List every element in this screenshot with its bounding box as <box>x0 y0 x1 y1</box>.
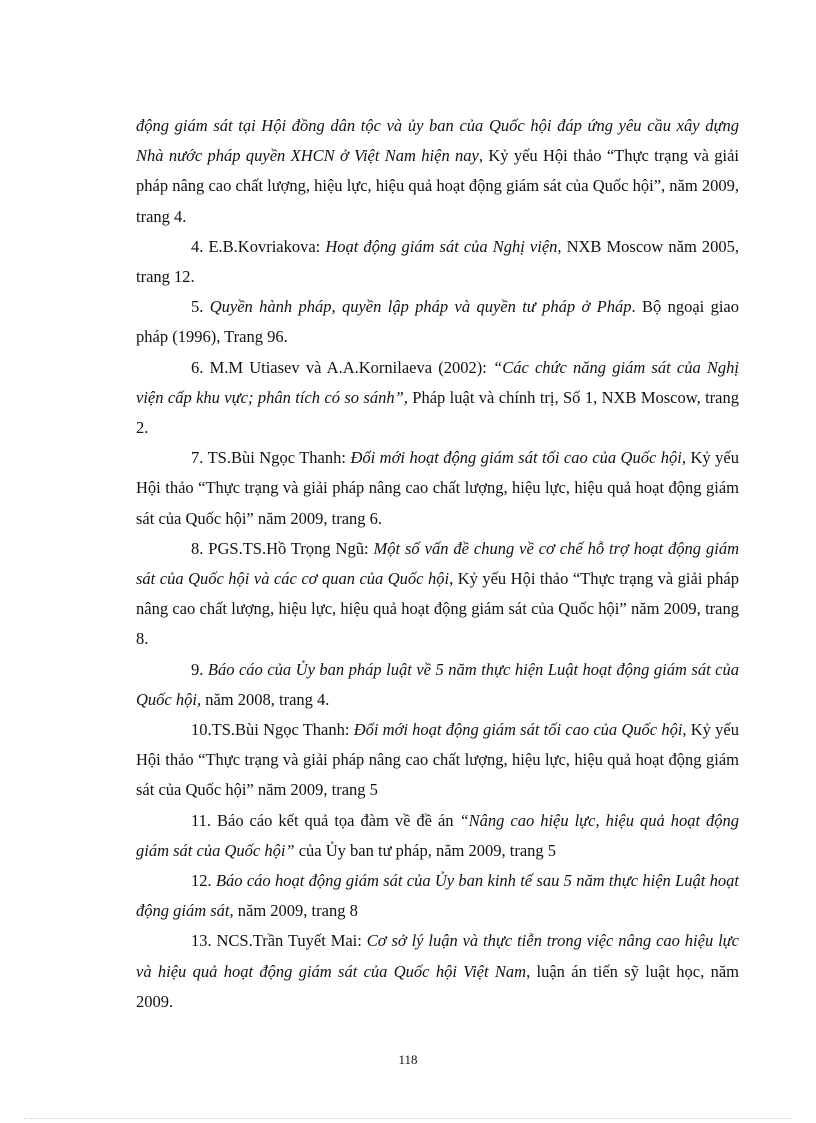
reference-text: , NXB Moscow năm 2005, trang 12. <box>136 236 740 287</box>
reference-text: Hoạt động giám sát của Nghị viện <box>325 236 558 256</box>
reference-text: 6. M.M Utiasev và A.A.Kornilaeva (2002): <box>191 357 494 377</box>
reference-text: “Nâng cao hiệu lực, hiệu quả hoạt động giám sát của Quốc hội” <box>136 810 740 860</box>
reference-item <box>136 443 739 534</box>
reference-text: , Kỷ yếu Hội thảo “Thực trạng và giải pháp nâng cao chất lượng, hiệu lực, hiệu quả hoạt động giám sát của Quốc hội” năm 2009, trang 8. <box>136 569 739 649</box>
reference-text: 8. PGS.TS.Hồ Trọng Ngũ: <box>191 538 374 558</box>
reference-text: 9. <box>191 659 208 679</box>
reference-text: , Kỷ yếu Hội thảo “Thực trạng và giải pháp nâng cao chất lượng, hiệu lực, hiệu quả hoạt động giám sát của Quốc hội” năm 2009, trang 6. <box>136 448 739 528</box>
reference-item <box>136 111 739 232</box>
reference-item <box>136 866 739 926</box>
reference-item <box>136 806 739 866</box>
reference-text: . Bộ ngoại giao pháp (1996), Trang 96. <box>136 297 740 347</box>
reference-item <box>136 715 739 806</box>
reference-text: , Kỷ yếu Hội thảo “Thực trạng và giải pháp nâng cao chất lượng, hiệu lực, hiệu quả hoạt động giám sát của Quốc hội” năm 2009, trang 5 <box>136 720 739 800</box>
reference-text: 11. Báo cáo kết quả tọa đàm về đề án <box>191 810 460 830</box>
reference-text: Một số vấn đề chung về cơ chế hỗ trợ hoạt động giám sát của Quốc hội và các cơ quan của Quốc hội <box>136 538 739 589</box>
reference-text: “Các chức năng giám sát của Nghị viện cấp khu vực; phân tích có so sánh”, <box>136 357 739 407</box>
reference-text: 10.TS.Bùi Ngọc Thanh: <box>191 720 354 740</box>
reference-text: năm 2009, trang 8 <box>233 901 358 921</box>
reference-text: Báo cáo của Ủy ban pháp luật về 5 năm thực hiện Luật hoạt động giám sát của Quốc hội, <box>136 659 740 709</box>
reference-item <box>136 926 739 1017</box>
reference-text: , luận án tiến sỹ luật học, năm 2009. <box>136 961 739 1011</box>
reference-text: Báo cáo hoạt động giám sát của Ủy ban kinh tế sau 5 năm thực hiện Luật hoạt động giám sát, <box>136 871 739 921</box>
reference-text: 13. NCS.Trần Tuyết Mai: <box>191 931 367 951</box>
reference-item <box>136 353 739 444</box>
reference-text: năm 2008, trang 4. <box>201 689 330 709</box>
reference-text: Đổi mới hoạt động giám sát tối cao của Quốc hội <box>350 448 682 468</box>
page-number: 118 <box>398 1052 418 1067</box>
reference-text: Pháp luật và chính trị, Số 1, NXB Moscow, trang 2. <box>136 387 739 438</box>
reference-text: , Kỷ yếu Hội thảo “Thực trạng và giải pháp nâng cao chất lượng, hiệu lực, hiệu quả hoạt động giám sát của Quốc hội”, năm 2009, trang 4. <box>136 146 739 226</box>
reference-text: Quyền hành pháp, quyền lập pháp và quyền tư pháp ở Pháp <box>209 297 632 317</box>
reference-text: 5. <box>191 297 210 317</box>
reference-list <box>136 111 739 1017</box>
reference-text: động giám sát tại Hội đồng dân tộc và ủy ban của Quốc hội đáp ứng yêu cầu xây dựng Nhà nước pháp quyền XHCN ở Việt Nam hiện nay <box>136 116 739 166</box>
reference-item <box>136 534 739 655</box>
reference-text: 4. E.B.Kovriakova: <box>191 236 326 256</box>
reference-text: 7. TS.Bùi Ngọc Thanh: <box>191 448 351 468</box>
reference-text: Cơ sở lý luận và thực tiễn trong việc nâng cao hiệu lực và hiệu quả hoạt động giám sát của Quốc hội Việt Nam <box>136 931 740 981</box>
reference-text: của Ủy ban tư pháp, năm 2009, trang 5 <box>294 840 557 860</box>
reference-item <box>136 232 739 292</box>
reference-text: Đổi mới hoạt động giám sát tối cao của Quốc hội <box>353 720 683 740</box>
page-bottom-border <box>24 1118 792 1119</box>
reference-item <box>136 655 739 715</box>
reference-text: 12. <box>191 871 216 891</box>
reference-item <box>136 292 739 352</box>
